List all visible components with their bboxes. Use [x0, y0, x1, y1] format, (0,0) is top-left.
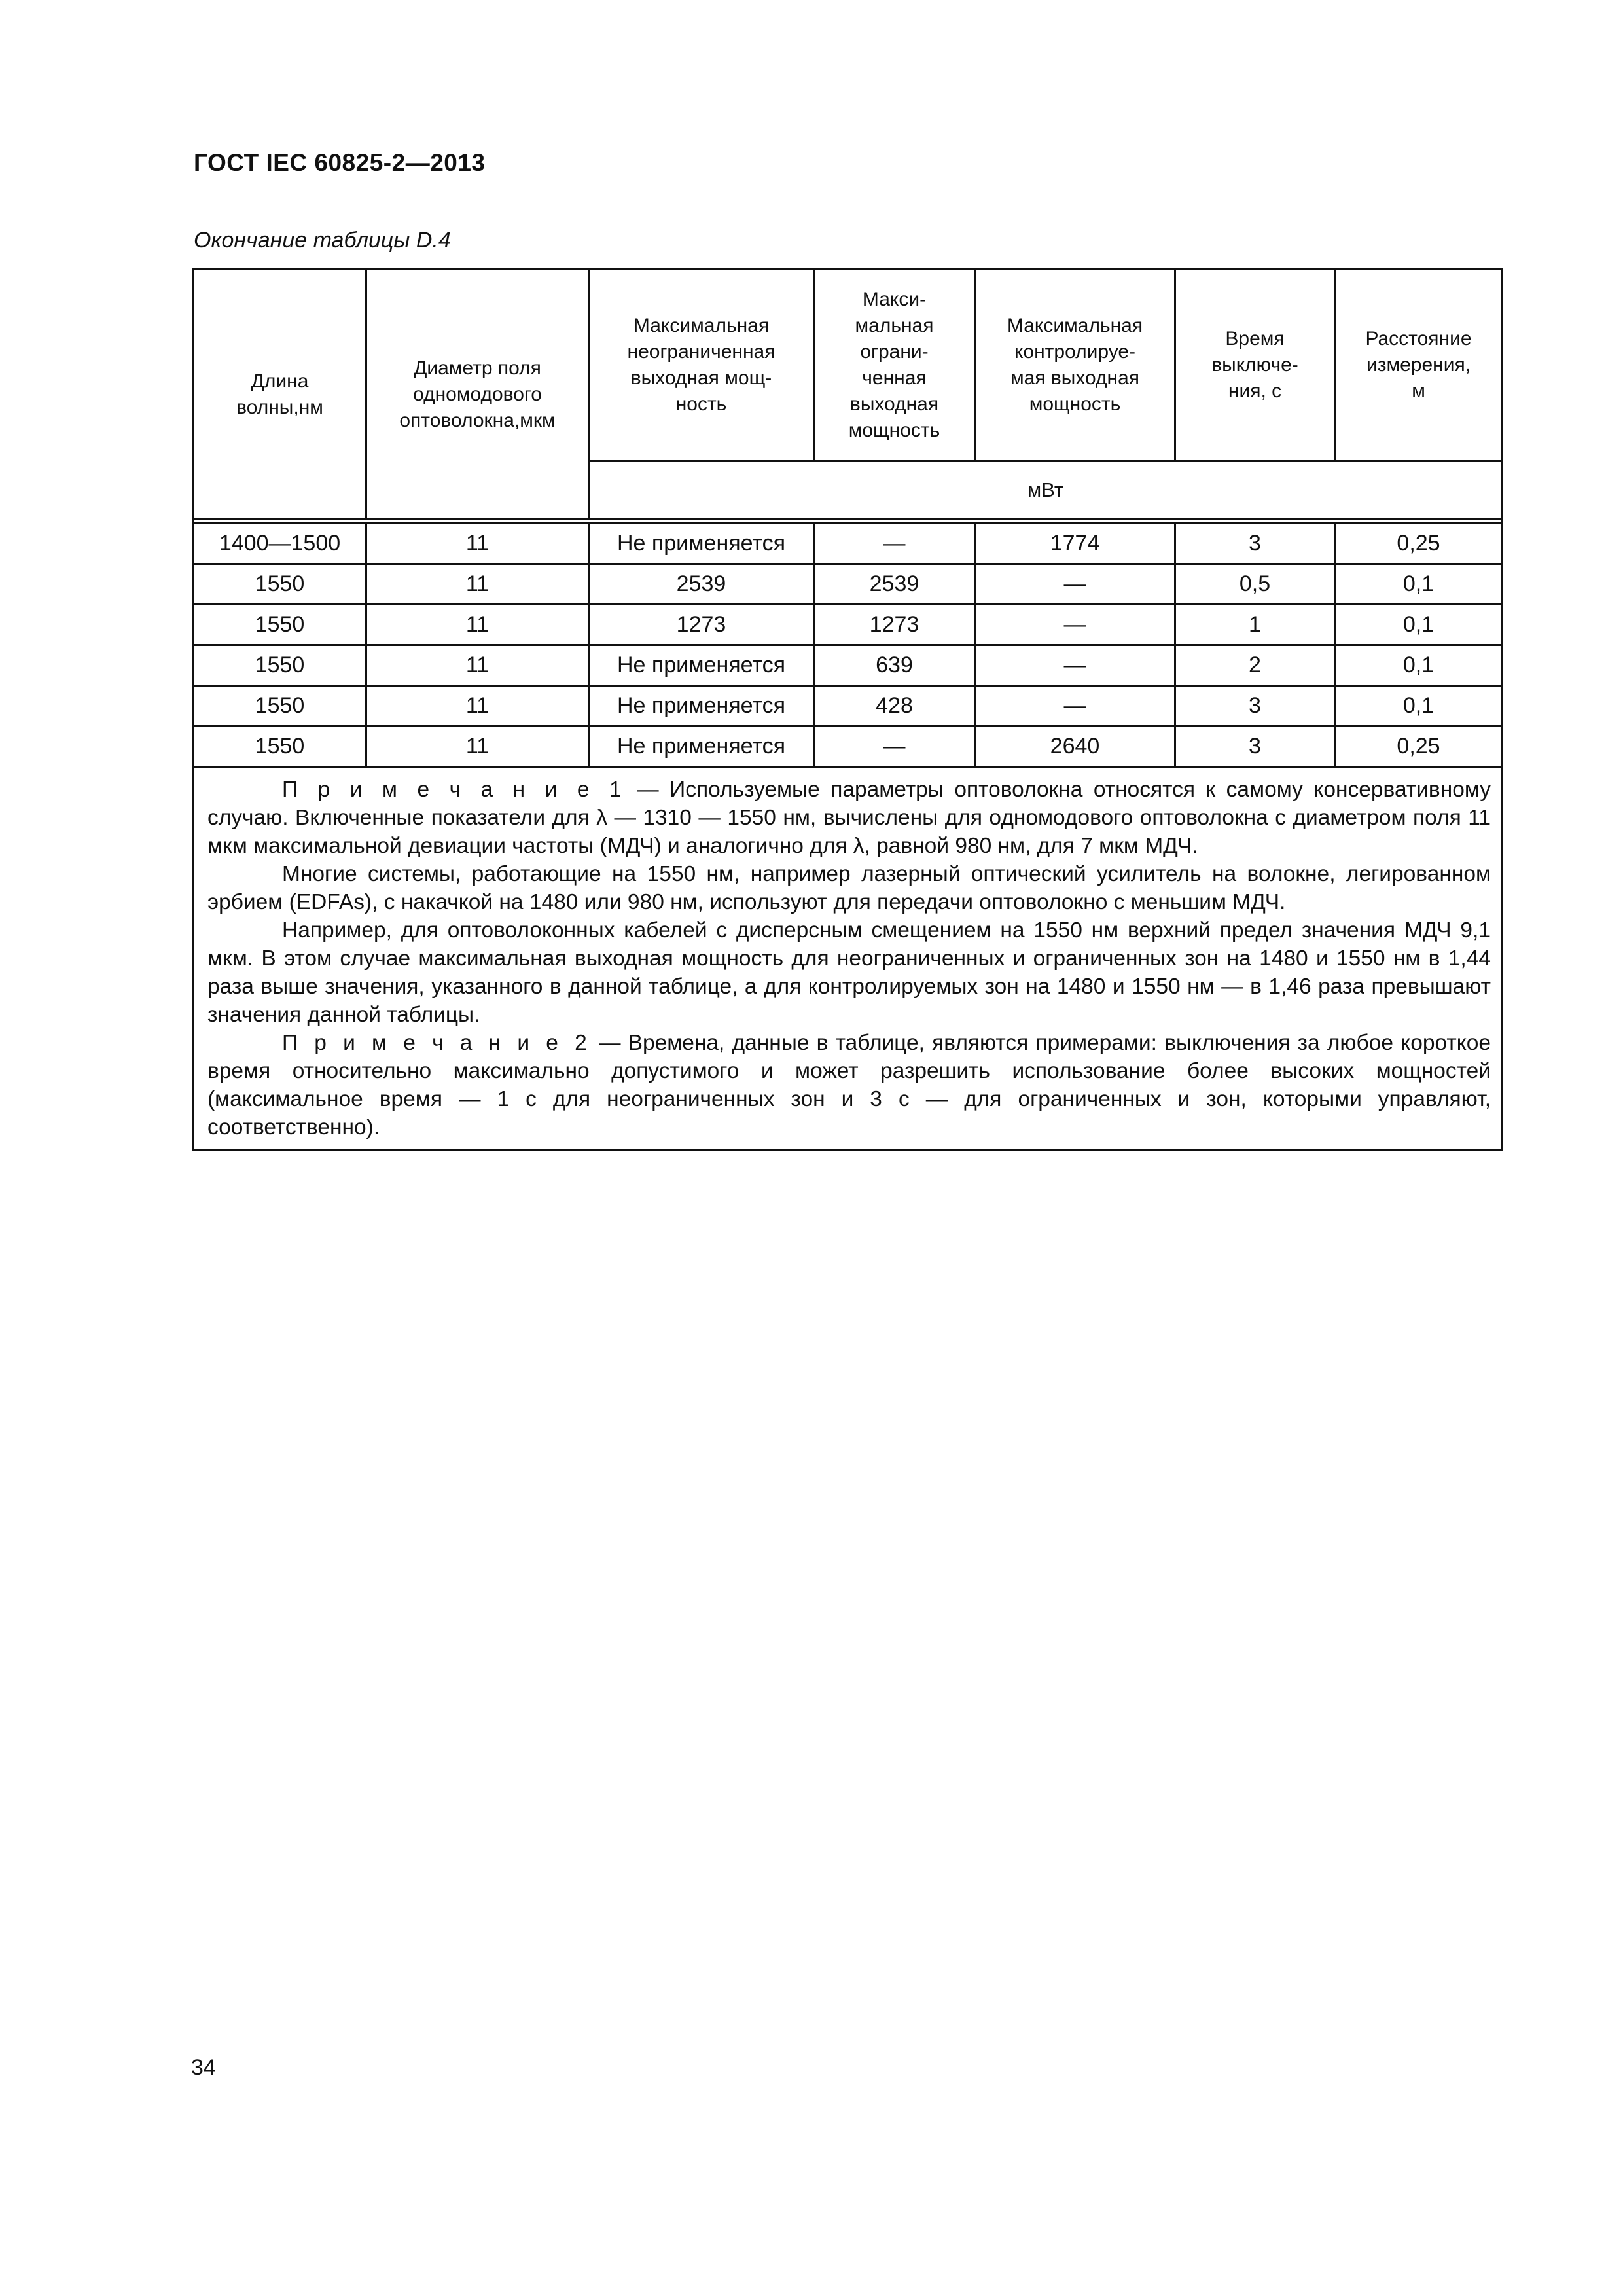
cell-time: 0,5: [1175, 564, 1335, 605]
cell-time: 2: [1175, 645, 1335, 686]
note-2-label: П р и м е ч а н и е 2: [282, 1031, 592, 1055]
cell-wavelength: 1550: [194, 686, 366, 726]
cell-distance: 0,1: [1335, 605, 1503, 645]
cell-diameter: 11: [366, 605, 589, 645]
cell-controlled: 1774: [975, 524, 1175, 564]
cell-restricted: 2539: [814, 564, 975, 605]
table-row: [194, 645, 1503, 686]
header-max-restricted-power: Макси- мальная ограни- ченная выходная мощность: [814, 270, 975, 461]
cell-distance: 0,1: [1335, 564, 1503, 605]
cell-distance: 0,1: [1335, 645, 1503, 686]
cell-diameter: 11: [366, 686, 589, 726]
cell-controlled: —: [975, 564, 1175, 605]
note-1: [207, 776, 1491, 860]
header-max-controlled-power: Максимальная контролируе- мая выходная мощность: [975, 270, 1175, 461]
notes-row: [194, 767, 1503, 1151]
cell-controlled: —: [975, 686, 1175, 726]
table-row: [194, 726, 1503, 767]
header-wavelength: Длина волны,нм: [194, 270, 366, 520]
note-paragraph-edfa: Многие системы, работающие на 1550 нм, например лазерный оптический усилитель на волокне, легированном эрбием (EDFAs), с накачкой на 1480 или 980 нм, используют для передачи оптоволокно с меньшим МДЧ.: [207, 862, 1491, 914]
cell-time: 1: [1175, 605, 1335, 645]
page-number: 34: [191, 2055, 216, 2080]
table-caption: Окончание таблицы D.4: [194, 228, 451, 253]
cell-wavelength: 1550: [194, 605, 366, 645]
table-d4: [192, 268, 1503, 1151]
table-row: [194, 686, 1503, 726]
note-2: [207, 1029, 1491, 1141]
cell-restricted: 1273: [814, 605, 975, 645]
cell-restricted: —: [814, 726, 975, 767]
note-1-label: П р и м е ч а н и е 1: [282, 778, 626, 802]
note-1-text: — Используемые параметры оптоволокна относятся к самому консервативному случаю. Включенные показатели для λ — 1310 — 1550 нм, вычислены для одномодового оптоволокна с диаметром поля 11 мкм максимальной девиации частоты (МДЧ) и аналогично для λ, равной 980 нм, для 7 мкм МДЧ.: [207, 778, 1491, 858]
cell-wavelength: 1550: [194, 645, 366, 686]
cell-distance: 0,25: [1335, 524, 1503, 564]
cell-unrestricted: 2539: [589, 564, 814, 605]
cell-restricted: 428: [814, 686, 975, 726]
cell-diameter: 11: [366, 645, 589, 686]
cell-restricted: 639: [814, 645, 975, 686]
cell-controlled: —: [975, 605, 1175, 645]
cell-unrestricted: Не применяется: [589, 726, 814, 767]
cell-diameter: 11: [366, 524, 589, 564]
cell-unrestricted: 1273: [589, 605, 814, 645]
cell-time: 3: [1175, 726, 1335, 767]
note-paragraph-dispersion-shifted: Например, для оптоволоконных кабелей с дисперсным смещением на 1550 нм верхний предел значения МДЧ 9,1 мкм. В этом случае максимальная выходная мощность для неограниченных и ограниченных зон на 1480 и 1550 нм в 1,44 раза выше значения, указанного в данной таблице, а для контролируемых зон на 1480 и 1550 нм — в 1,46 раза превышают значения данной таблицы.: [207, 918, 1491, 1027]
cell-time: 3: [1175, 686, 1335, 726]
cell-diameter: 11: [366, 726, 589, 767]
cell-controlled: —: [975, 645, 1175, 686]
document-header: ГОСТ IEC 60825-2—2013: [194, 149, 486, 176]
cell-diameter: 11: [366, 564, 589, 605]
table-row: [194, 524, 1503, 564]
table-d4-container: [192, 268, 1501, 1151]
header-shutdown-time: Время выключе- ния, с: [1175, 270, 1335, 461]
cell-unrestricted: Не применяется: [589, 686, 814, 726]
table-notes: [194, 767, 1503, 1151]
table-row: [194, 605, 1503, 645]
cell-distance: 0,25: [1335, 726, 1503, 767]
cell-unrestricted: Не применяется: [589, 524, 814, 564]
header-unit-mw: мВт: [589, 461, 1503, 520]
cell-time: 3: [1175, 524, 1335, 564]
cell-restricted: —: [814, 524, 975, 564]
cell-unrestricted: Не применяется: [589, 645, 814, 686]
header-mode-field-diameter: Диаметр поля одномодового оптоволокна,мкм: [366, 270, 589, 520]
header-max-unrestricted-power: Максимальная неограниченная выходная мощ- ность: [589, 270, 814, 461]
table-row: [194, 564, 1503, 605]
cell-wavelength: 1550: [194, 726, 366, 767]
cell-distance: 0,1: [1335, 686, 1503, 726]
cell-controlled: 2640: [975, 726, 1175, 767]
cell-wavelength: 1400—1500: [194, 524, 366, 564]
header-measurement-distance: Расстояние измерения, м: [1335, 270, 1503, 461]
note-2-text: — Времена, данные в таблице, являются примерами: выключения за любое короткое время относительно максимально допустимого и может разрешить использование более высоких мощностей (максимальное время — 1 с для неограниченных зон и 3 с — для ограниченных и зон, которыми управляют, соответственно).: [207, 1031, 1491, 1139]
cell-wavelength: 1550: [194, 564, 366, 605]
